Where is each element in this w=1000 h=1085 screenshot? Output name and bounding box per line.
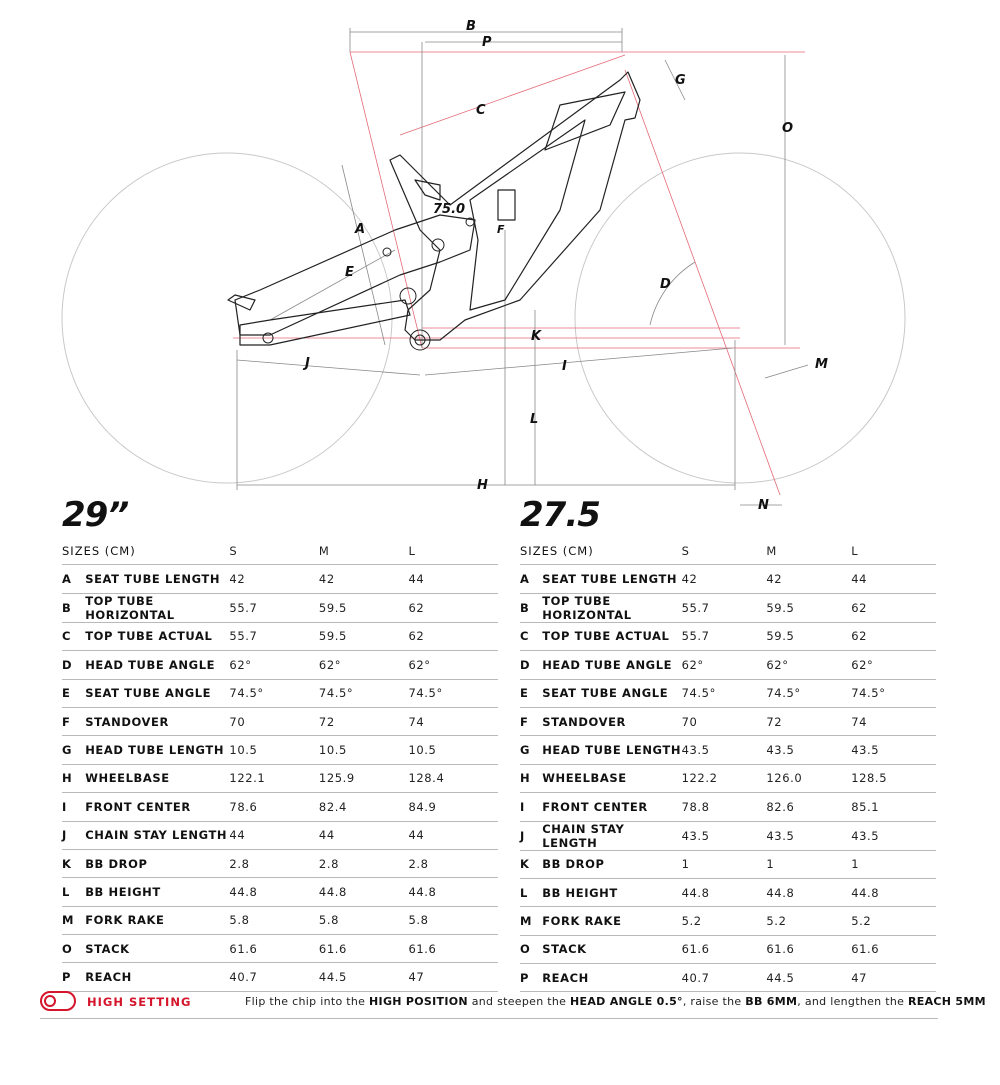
row-value-m: 59.5: [319, 593, 409, 622]
row-value-l: 5.2: [851, 907, 936, 935]
row-value-s: 42: [682, 565, 767, 593]
row-name: SEAT TUBE LENGTH: [85, 565, 229, 593]
row-value-m: 5.8: [319, 906, 409, 934]
table-row: [520, 764, 936, 792]
row-letter: P: [520, 964, 542, 992]
table-row: [520, 651, 936, 679]
table-row: [520, 565, 936, 593]
row-value-m: 62°: [319, 651, 409, 679]
row-name: BB DROP: [85, 849, 229, 877]
table-row: [62, 764, 498, 792]
row-letter: G: [520, 736, 542, 764]
row-letter: G: [62, 736, 85, 764]
row-value-m: 74.5°: [319, 679, 409, 707]
row-name: BB HEIGHT: [542, 878, 681, 906]
row-name: BB DROP: [542, 850, 681, 878]
row-letter: L: [520, 878, 542, 906]
row-value-l: 47: [408, 963, 498, 991]
row-letter: D: [62, 651, 85, 679]
row-letter: F: [520, 707, 542, 735]
row-name: STACK: [85, 935, 229, 963]
row-value-s: 2.8: [229, 849, 319, 877]
note-emphasis: BB 6MM: [745, 995, 798, 1008]
note-text: and steepen the: [467, 995, 571, 1008]
label-C: C: [476, 103, 486, 118]
row-value-m: 43.5: [766, 736, 851, 764]
row-name: WHEELBASE: [542, 764, 681, 792]
label-A: A: [355, 222, 366, 237]
table-row: [520, 736, 936, 764]
table-row: [62, 878, 498, 906]
row-letter: C: [62, 622, 85, 650]
row-value-m: 42: [766, 565, 851, 593]
row-letter: J: [520, 821, 542, 850]
row-value-l: 62°: [408, 651, 498, 679]
row-value-l: 62: [851, 593, 936, 622]
header-sizes-label: SIZES (CM): [520, 537, 682, 565]
row-value-l: 5.8: [408, 906, 498, 934]
row-name: CHAIN STAY LENGTH: [542, 821, 681, 850]
row-value-m: 74.5°: [766, 679, 851, 707]
row-letter: P: [62, 963, 85, 991]
row-letter: E: [62, 679, 85, 707]
table-title: 27.5: [520, 495, 600, 535]
row-value-l: 44: [851, 565, 936, 593]
row-name: STACK: [542, 935, 681, 963]
geometry-diagram: [0, 0, 1000, 513]
row-name: HEAD TUBE LENGTH: [85, 736, 229, 764]
high-setting-label: HIGH SETTING: [87, 995, 192, 1009]
row-name: HEAD TUBE LENGTH: [542, 736, 681, 764]
row-value-s: 70: [229, 707, 319, 735]
row-value-m: 5.2: [766, 907, 851, 935]
table-header-row: [62, 537, 498, 565]
row-letter: A: [62, 565, 85, 593]
note-emphasis: HIGH POSITION: [369, 995, 468, 1008]
label-N: N: [758, 498, 769, 513]
row-value-m: 59.5: [766, 593, 851, 622]
table-title: 29”: [62, 495, 129, 535]
row-letter: H: [62, 764, 85, 792]
row-value-l: 43.5: [851, 736, 936, 764]
row-value-s: 122.2: [682, 764, 767, 792]
row-letter: M: [520, 907, 542, 935]
table-row: [62, 565, 498, 593]
row-name: CHAIN STAY LENGTH: [85, 821, 229, 849]
table-row: [520, 850, 936, 878]
header-size-l: L: [408, 537, 498, 565]
label-P: P: [482, 35, 492, 50]
label-H: H: [477, 478, 488, 493]
row-value-s: 74.5°: [682, 679, 767, 707]
row-value-l: 74: [408, 707, 498, 735]
row-letter: F: [62, 707, 85, 735]
table-row: [62, 622, 498, 650]
toggle-knob: [44, 995, 56, 1007]
row-value-m: 44.8: [766, 878, 851, 906]
row-value-m: 42: [319, 565, 409, 593]
row-value-l: 128.4: [408, 764, 498, 792]
row-value-l: 2.8: [408, 849, 498, 877]
row-letter: B: [520, 593, 542, 622]
row-name: HEAD TUBE ANGLE: [85, 651, 229, 679]
row-letter: J: [62, 821, 85, 849]
table-row: [62, 793, 498, 821]
label-F: F: [497, 223, 505, 236]
table-row: [62, 593, 498, 622]
row-name: TOP TUBE ACTUAL: [85, 622, 229, 650]
row-value-s: 43.5: [682, 821, 767, 850]
row-value-m: 43.5: [766, 821, 851, 850]
row-value-m: 61.6: [319, 935, 409, 963]
row-value-s: 42: [229, 565, 319, 593]
row-value-l: 74: [851, 707, 936, 735]
table-row: [62, 935, 498, 963]
row-letter: L: [62, 878, 85, 906]
front-wheel: [575, 153, 905, 483]
label-D: D: [660, 277, 671, 292]
row-value-l: 84.9: [408, 793, 498, 821]
row-name: STANDOVER: [85, 707, 229, 735]
table-row: [520, 707, 936, 735]
row-value-s: 44.8: [682, 878, 767, 906]
row-value-l: 62: [408, 593, 498, 622]
row-value-m: 10.5: [319, 736, 409, 764]
row-value-l: 61.6: [851, 935, 936, 963]
row-value-m: 44.5: [766, 964, 851, 992]
note-text: , and lengthen the: [797, 995, 908, 1008]
row-value-l: 1: [851, 850, 936, 878]
table-row: [520, 622, 936, 650]
label-E: E: [345, 265, 354, 280]
row-value-s: 10.5: [229, 736, 319, 764]
dimension-lines: [237, 28, 808, 505]
table-29-inch: [62, 495, 498, 992]
table-row: [62, 906, 498, 934]
row-name: FRONT CENTER: [542, 793, 681, 821]
row-value-l: 43.5: [851, 821, 936, 850]
row-value-s: 40.7: [229, 963, 319, 991]
row-value-l: 74.5°: [851, 679, 936, 707]
table-row: [62, 849, 498, 877]
row-value-l: 10.5: [408, 736, 498, 764]
label-M: M: [815, 357, 828, 372]
table-body: [520, 565, 936, 992]
header-sizes-label: SIZES (CM): [62, 537, 229, 565]
label-G: G: [675, 73, 686, 88]
label-I: I: [562, 359, 567, 374]
table-row: [62, 707, 498, 735]
row-letter: A: [520, 565, 542, 593]
row-value-m: 125.9: [319, 764, 409, 792]
row-value-s: 78.8: [682, 793, 767, 821]
row-letter: I: [520, 793, 542, 821]
row-value-m: 82.6: [766, 793, 851, 821]
label-O: O: [782, 121, 794, 136]
high-setting-bar: [40, 988, 986, 1019]
row-value-s: 55.7: [682, 622, 767, 650]
row-value-s: 55.7: [229, 593, 319, 622]
row-letter: M: [62, 906, 85, 934]
table-row: [520, 793, 936, 821]
row-value-m: 44.8: [319, 878, 409, 906]
row-value-m: 2.8: [319, 849, 409, 877]
row-name: FORK RAKE: [85, 906, 229, 934]
row-letter: C: [520, 622, 542, 650]
row-letter: B: [62, 593, 85, 622]
row-letter: K: [520, 850, 542, 878]
row-value-l: 44.8: [851, 878, 936, 906]
label-K: K: [531, 329, 542, 344]
row-value-l: 47: [851, 964, 936, 992]
row-value-l: 128.5: [851, 764, 936, 792]
row-name: SEAT TUBE ANGLE: [85, 679, 229, 707]
row-value-s: 61.6: [229, 935, 319, 963]
row-name: WHEELBASE: [85, 764, 229, 792]
table-row: [62, 679, 498, 707]
row-value-m: 62°: [766, 651, 851, 679]
row-value-l: 62°: [851, 651, 936, 679]
row-value-m: 126.0: [766, 764, 851, 792]
table-row: [62, 651, 498, 679]
row-value-s: 62°: [229, 651, 319, 679]
row-value-l: 62: [851, 622, 936, 650]
row-letter: D: [520, 651, 542, 679]
table-row: [62, 821, 498, 849]
row-value-l: 44: [408, 565, 498, 593]
label-J: J: [305, 356, 310, 371]
note-text: , raise the: [682, 995, 746, 1008]
row-value-s: 1: [682, 850, 767, 878]
note-emphasis: HEAD ANGLE 0.5°: [570, 995, 683, 1008]
row-name: SEAT TUBE ANGLE: [542, 679, 681, 707]
table-27-5: [520, 495, 936, 992]
row-value-m: 44.5: [319, 963, 409, 991]
note-emphasis: REACH 5MM: [907, 995, 986, 1008]
row-letter: E: [520, 679, 542, 707]
row-letter: I: [62, 793, 85, 821]
row-letter: O: [62, 935, 85, 963]
row-name: REACH: [542, 964, 681, 992]
row-value-l: 62: [408, 622, 498, 650]
geometry-table: [62, 537, 498, 992]
row-value-s: 78.6: [229, 793, 319, 821]
row-name: TOP TUBE HORIZONTAL: [85, 593, 229, 622]
header-size-m: M: [319, 537, 409, 565]
header-size-m: M: [766, 537, 851, 565]
note-text: Flip the chip into the: [245, 995, 370, 1008]
row-name: TOP TUBE ACTUAL: [542, 622, 681, 650]
table-row: [520, 935, 936, 963]
row-value-l: 44.8: [408, 878, 498, 906]
row-value-s: 61.6: [682, 935, 767, 963]
label-L: L: [530, 412, 539, 427]
row-value-m: 82.4: [319, 793, 409, 821]
seat-angle-label: 75.0: [433, 202, 466, 217]
row-value-m: 59.5: [766, 622, 851, 650]
table-row: [62, 736, 498, 764]
row-letter: O: [520, 935, 542, 963]
table-row: [520, 878, 936, 906]
table-body: [62, 565, 498, 991]
row-letter: K: [62, 849, 85, 877]
frame-pivots: [263, 218, 474, 350]
row-value-l: 61.6: [408, 935, 498, 963]
row-letter: H: [520, 764, 542, 792]
row-value-m: 59.5: [319, 622, 409, 650]
row-value-s: 55.7: [682, 593, 767, 622]
row-value-l: 85.1: [851, 793, 936, 821]
high-setting-note: [245, 995, 986, 1008]
row-value-s: 5.8: [229, 906, 319, 934]
row-name: FRONT CENTER: [85, 793, 229, 821]
row-value-l: 44: [408, 821, 498, 849]
row-value-s: 44.8: [229, 878, 319, 906]
geometry-table: [520, 537, 936, 992]
row-name: REACH: [85, 963, 229, 991]
header-size-l: L: [851, 537, 936, 565]
row-value-s: 5.2: [682, 907, 767, 935]
row-name: BB HEIGHT: [85, 878, 229, 906]
row-value-l: 74.5°: [408, 679, 498, 707]
row-value-s: 40.7: [682, 964, 767, 992]
row-value-m: 72: [766, 707, 851, 735]
header-size-s: S: [229, 537, 319, 565]
table-row: [520, 821, 936, 850]
rear-wheel: [62, 153, 392, 483]
row-value-m: 61.6: [766, 935, 851, 963]
row-value-s: 70: [682, 707, 767, 735]
row-name: FORK RAKE: [542, 907, 681, 935]
row-value-s: 55.7: [229, 622, 319, 650]
row-value-s: 44: [229, 821, 319, 849]
table-header-row: [520, 537, 936, 565]
row-value-s: 62°: [682, 651, 767, 679]
row-value-s: 122.1: [229, 764, 319, 792]
row-name: HEAD TUBE ANGLE: [542, 651, 681, 679]
row-value-m: 72: [319, 707, 409, 735]
row-name: TOP TUBE HORIZONTAL: [542, 593, 681, 622]
row-value-m: 1: [766, 850, 851, 878]
row-name: STANDOVER: [542, 707, 681, 735]
row-name: SEAT TUBE LENGTH: [542, 565, 681, 593]
row-value-s: 74.5°: [229, 679, 319, 707]
table-row: [520, 679, 936, 707]
table-row: [520, 593, 936, 622]
row-value-s: 43.5: [682, 736, 767, 764]
header-size-s: S: [682, 537, 767, 565]
label-B: B: [466, 19, 476, 34]
row-value-m: 44: [319, 821, 409, 849]
high-setting-toggle[interactable]: [40, 991, 76, 1011]
table-row: [520, 907, 936, 935]
guide-lines: [233, 52, 805, 495]
